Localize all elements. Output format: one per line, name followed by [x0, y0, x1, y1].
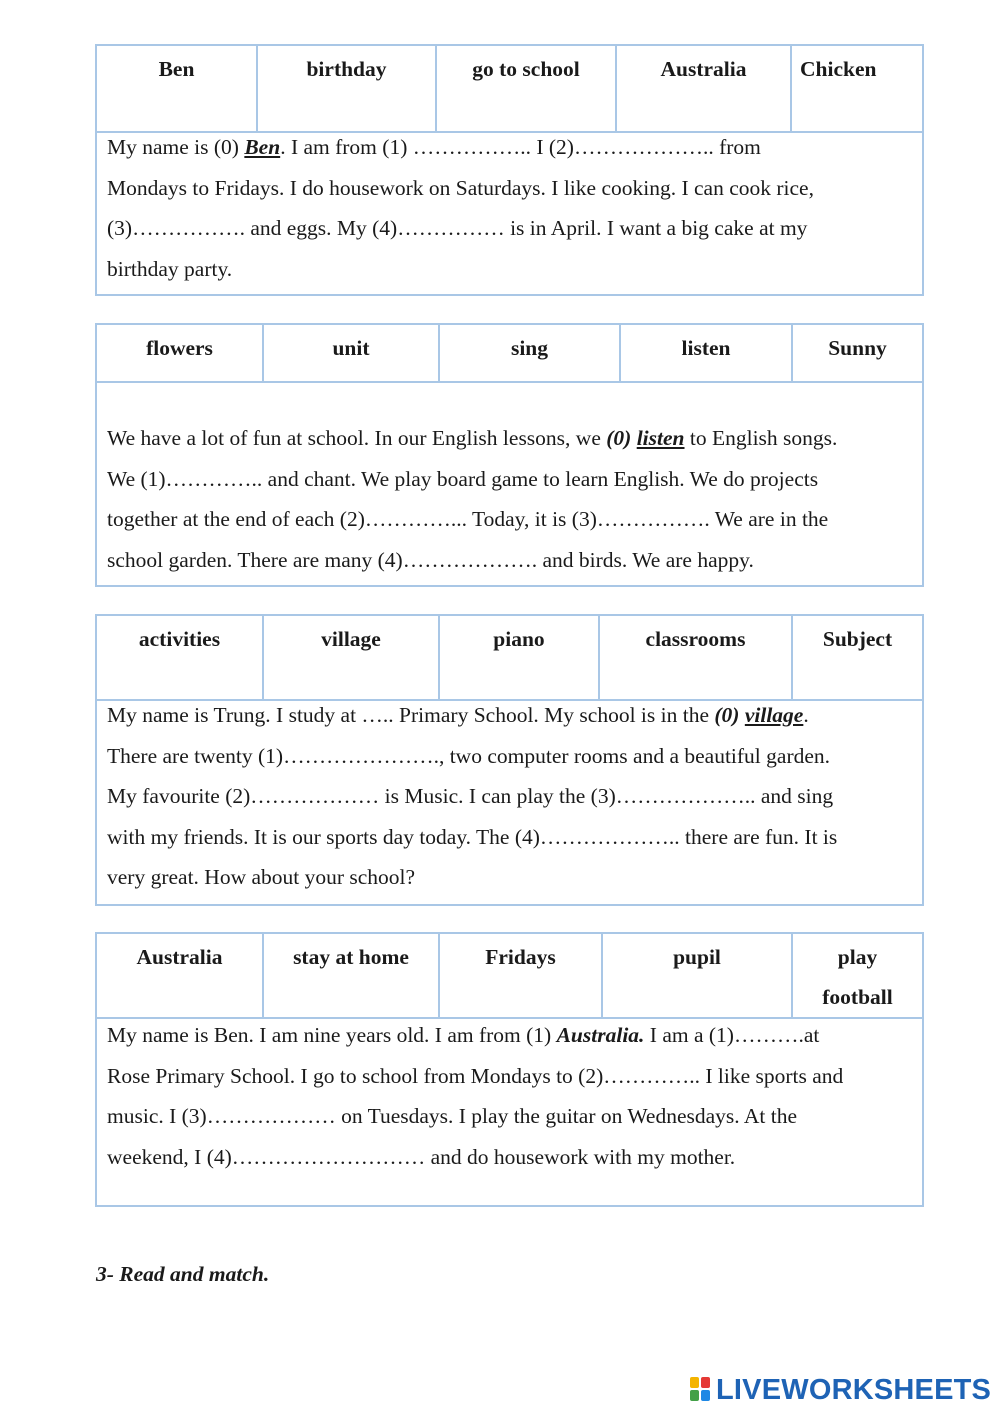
- word-cell: listen: [621, 325, 793, 381]
- passage-text: Rose Primary School. I go to school from Mondays to (2)………….. I like sports and: [107, 1063, 844, 1088]
- passage-text: . I am from (1) …………….. I (2)……………….. from: [280, 135, 761, 159]
- word-cell: piano: [440, 616, 600, 699]
- passage-line: [107, 736, 914, 777]
- passage-text: (3)……………. and eggs. My (4)…………… is in April. I want a big cake at my: [107, 216, 808, 241]
- passage-text: My favourite (2)……………… is Music. I can play the (3)……………….. and sing: [107, 784, 834, 809]
- passage-3: [107, 695, 914, 898]
- passage-1: [107, 127, 914, 289]
- passage-line: [107, 499, 914, 540]
- example-answer: Australia.: [556, 1023, 645, 1047]
- passage-2: [107, 418, 914, 580]
- exercise-2: [95, 323, 924, 587]
- word-cell: village: [264, 616, 440, 699]
- example-answer: Ben: [244, 135, 281, 159]
- passage-line: [107, 249, 914, 290]
- word-cell: flowers: [97, 325, 264, 381]
- passage-text: music. I (3)……………… on Tuesdays. I play the guitar on Wednesdays. At the: [107, 1104, 797, 1129]
- passage-text: We (1)………….. and chant. We play board game to learn English. We do projects: [107, 466, 819, 491]
- word-bank-3: [97, 616, 922, 701]
- exercise-1: [95, 44, 924, 296]
- liveworksheets-logo: [690, 1374, 991, 1406]
- passage-line: [107, 208, 914, 249]
- passage-text: birthday party.: [107, 256, 233, 281]
- word-cell: sing: [440, 325, 621, 381]
- passage-line: [107, 1137, 914, 1178]
- example-answer: village: [744, 703, 804, 727]
- passage-line: [107, 695, 914, 736]
- passage-text: There are twenty (1)…………………., two computer rooms and a beautiful garden.: [107, 743, 831, 768]
- word-cell: unit: [264, 325, 440, 381]
- section-heading: 3- Read and match.: [96, 1262, 270, 1286]
- passage-line: [107, 817, 914, 858]
- passage-line: [107, 1015, 914, 1056]
- word-cell: activities: [97, 616, 264, 699]
- word-cell: stay at home: [264, 934, 440, 1017]
- passage-text: to English songs.: [684, 426, 838, 450]
- example-answer: (0): [606, 426, 637, 450]
- word-cell: Chicken: [800, 57, 877, 81]
- word-cell: Sunny: [828, 336, 887, 360]
- passage-text: together at the end of each (2)…………... Today, it is (3)……………. We are in the: [107, 507, 829, 532]
- passage-line: [107, 776, 914, 817]
- passage-text: very great. How about your school?: [107, 865, 416, 890]
- word-cell: go to school: [437, 46, 617, 131]
- word-cell: Fridays: [440, 934, 603, 1017]
- word-cell: Subject: [822, 627, 893, 651]
- word-bank-4: [97, 934, 922, 1019]
- passage-text: school garden. There are many (4)………………. and birds. We are happy.: [107, 547, 754, 572]
- passage-text: Mondays to Fridays. I do housework on Saturdays. I like cooking. I can cook rice,: [107, 175, 814, 200]
- word-cell: Australia: [97, 934, 264, 1017]
- passage-text: My name is Trung. I study at ….. Primary School. My school is in the: [107, 703, 715, 727]
- passage-line: [107, 168, 914, 209]
- passage-line: [107, 459, 914, 500]
- passage-text: My name is (0): [107, 135, 245, 159]
- word-cell: play football: [822, 945, 893, 1009]
- word-bank-2: [97, 325, 922, 383]
- passage-text: My name is Ben. I am nine years old. I am from (1): [107, 1023, 557, 1047]
- exercise-4: [95, 932, 924, 1207]
- word-cell: Ben: [97, 46, 258, 131]
- word-cell: Australia: [617, 46, 792, 131]
- passage-line: [107, 127, 914, 168]
- word-cell: classrooms: [600, 616, 793, 699]
- passage-text: We have a lot of fun at school. In our English lessons, we: [107, 426, 607, 450]
- liveworksheets-logo-icon: [690, 1377, 712, 1403]
- word-cell: birthday: [258, 46, 437, 131]
- passage-4: [107, 1015, 914, 1177]
- passage-text: weekend, I (4)……………………… and do housework with my mother.: [107, 1144, 736, 1169]
- example-answer: listen: [636, 426, 685, 450]
- logo-text: LIVEWORKSHEETS: [716, 1373, 992, 1406]
- passage-line: [107, 540, 914, 581]
- word-cell: pupil: [603, 934, 793, 1017]
- passage-text: .: [803, 703, 809, 727]
- passage-line: [107, 1096, 914, 1137]
- word-bank-1: [97, 46, 922, 133]
- example-answer: (0): [714, 703, 745, 727]
- exercise-3: [95, 614, 924, 906]
- passage-line: [107, 1056, 914, 1097]
- passage-text: I am a (1)……….at: [644, 1023, 820, 1047]
- passage-line: [107, 418, 914, 459]
- passage-line: [107, 857, 914, 898]
- passage-text: with my friends. It is our sports day today. The (4)……………….. there are fun. It is: [107, 824, 838, 849]
